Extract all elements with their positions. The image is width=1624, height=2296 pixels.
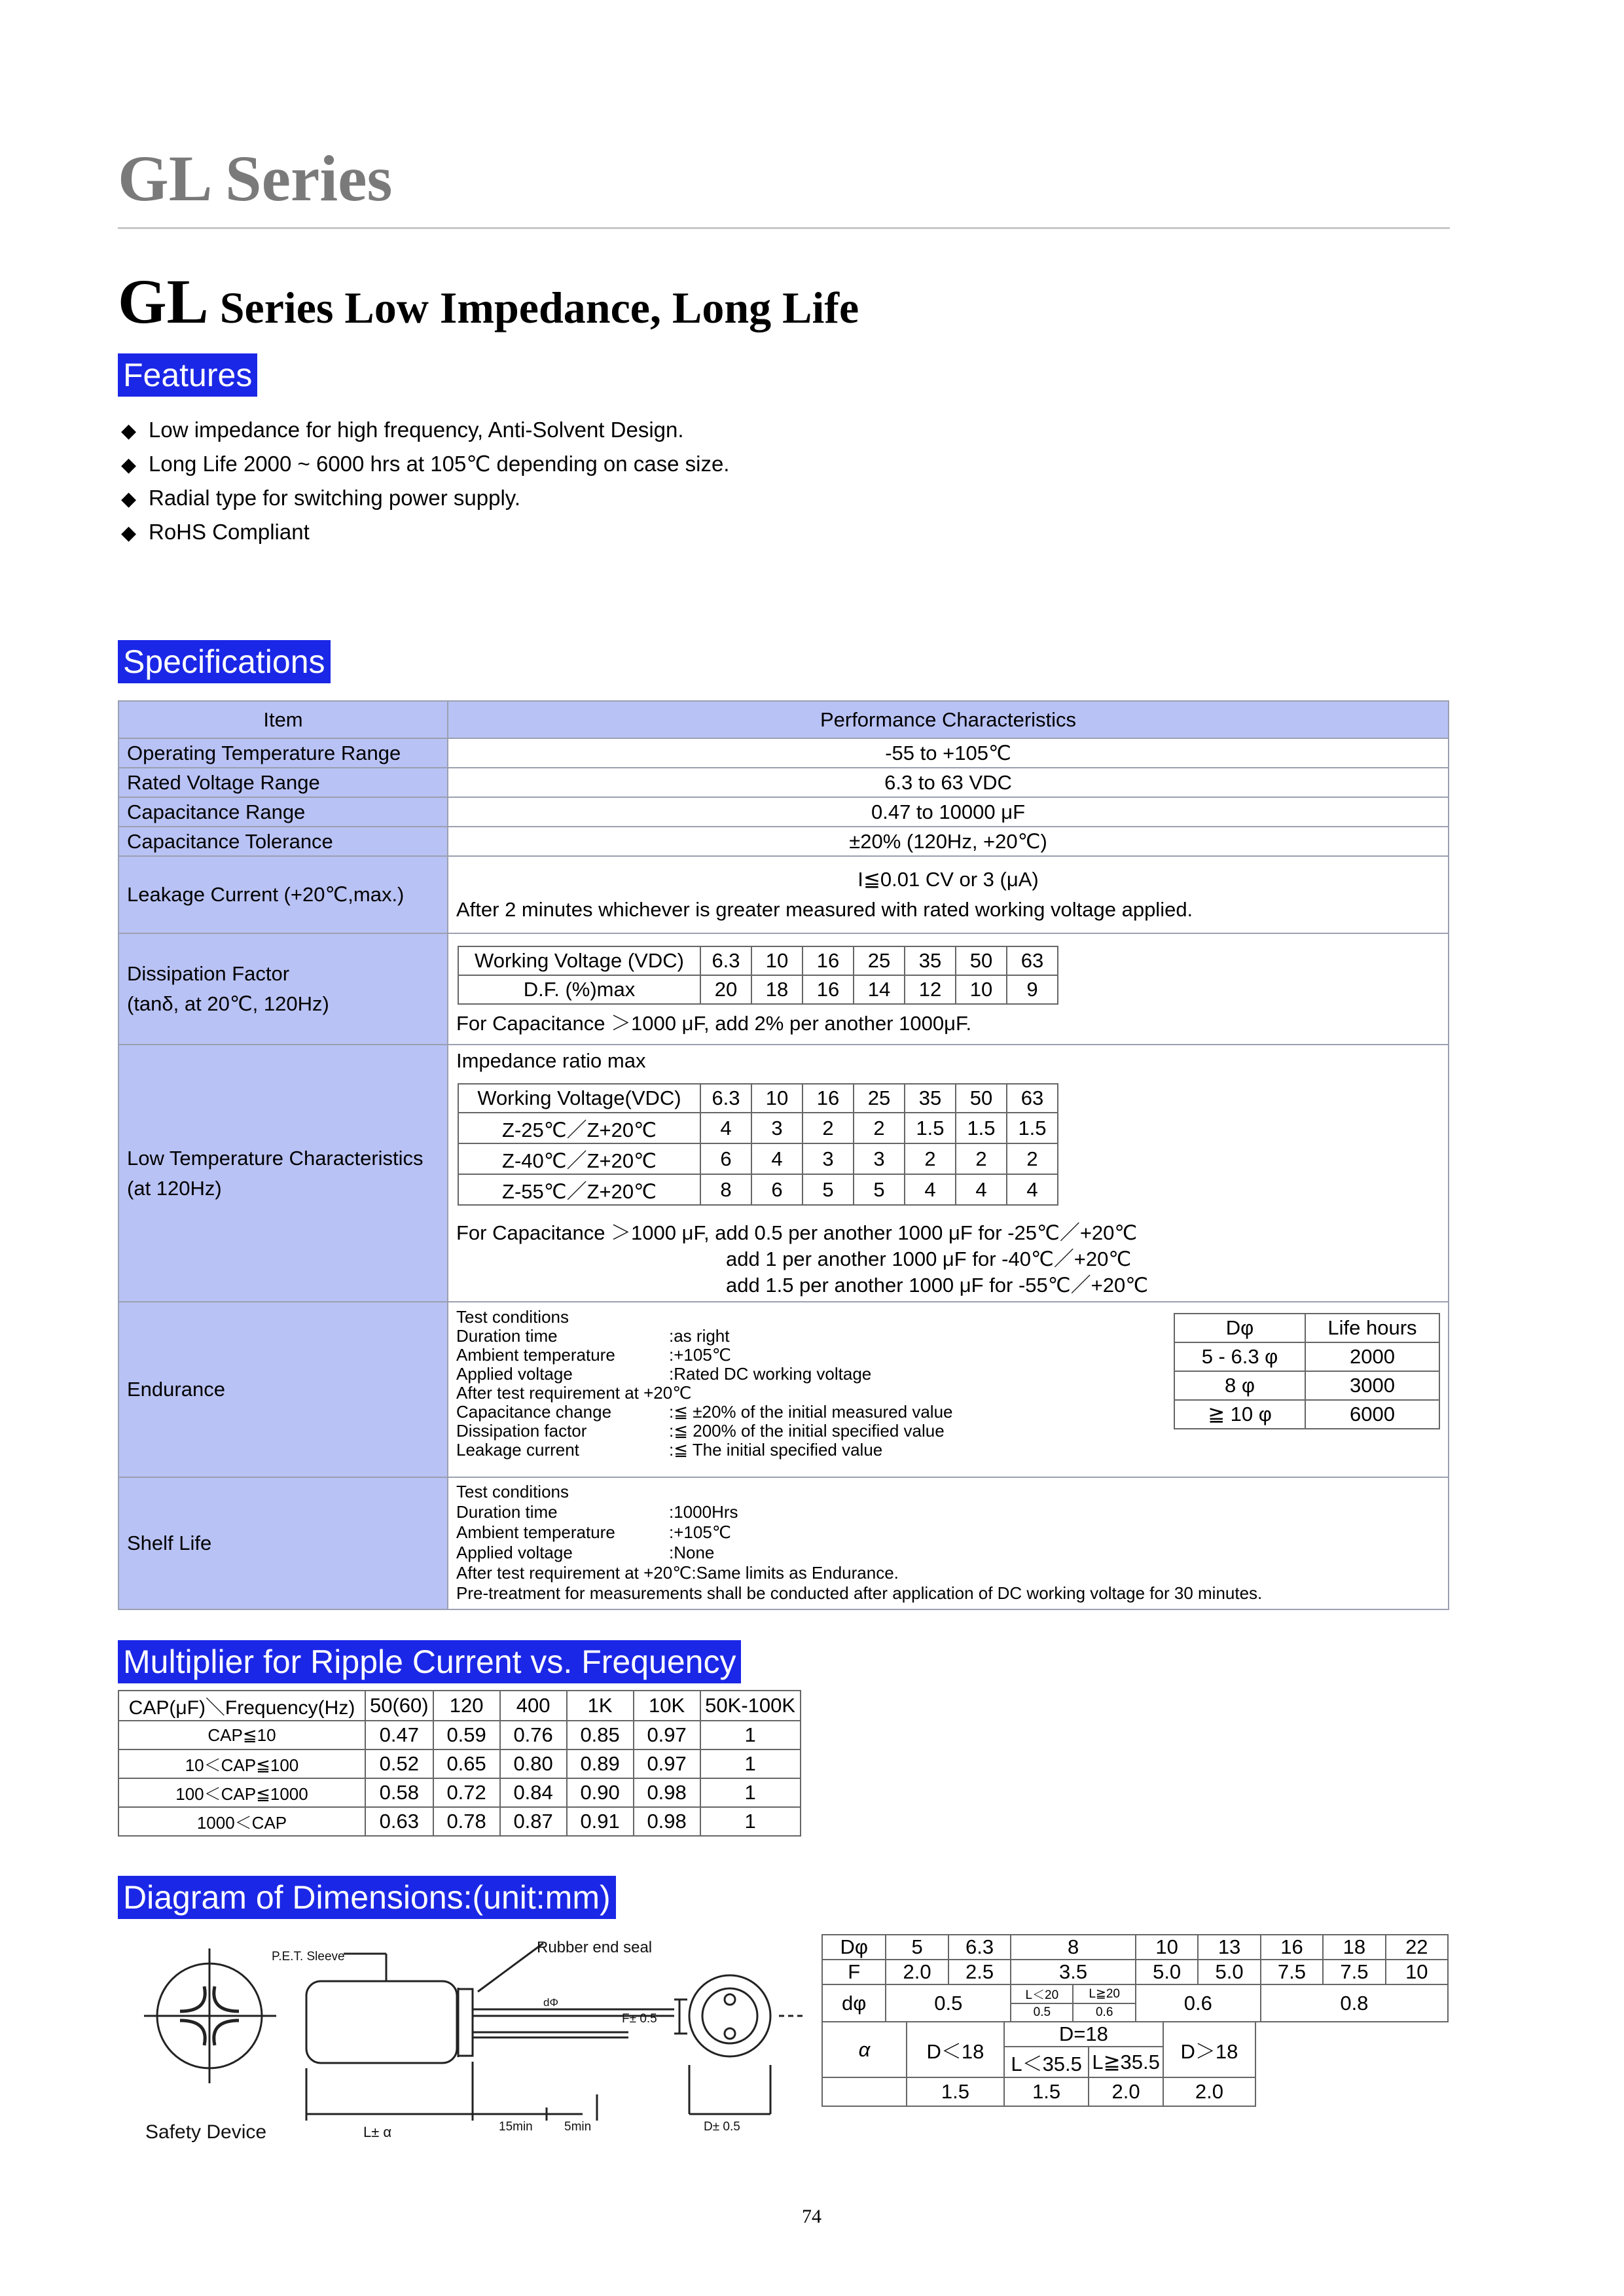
feature-item: ◆ Radial type for switching power supply.: [121, 482, 729, 516]
shelf-conditions: Test conditions Duration time :1000Hrs Ambient temperature :+105℃ Applied voltage :None After test requirement at +20℃:Same limits as Endurance. Pre-treatment for measurements shall be conducted after application of DC working voltage for 30 minutes.: [456, 1482, 1263, 1603]
spec-label: Operating Temperature Range: [118, 738, 448, 768]
feature-item: ◆ RoHS Compliant: [121, 516, 729, 550]
low-temp-notes: For Capacitance ＞1000 μF, add 0.5 per another 1000 μF for -25℃／+20℃ add 1 per another 1000 μF for -40℃／+20℃ add 1.5 per another 1000 μF for -55℃／+20℃: [456, 1221, 1149, 1297]
specifications-heading: Specifications: [118, 640, 331, 683]
spec-row-op-temp: [118, 738, 1449, 768]
col-perf-header: Performance Characteristics: [448, 701, 1449, 738]
features-heading: Features: [118, 353, 257, 397]
spec-label: Endurance: [118, 1302, 448, 1477]
safety-device-label: Safety Device: [145, 2121, 267, 2143]
page-title: [118, 265, 859, 338]
spec-value: ±20% (120Hz, +20℃): [448, 827, 1449, 856]
spec-row-capacitance: [118, 797, 1449, 827]
spec-value: [448, 856, 1449, 933]
alpha-subheader-row: L＜35.5 L≧35.5: [822, 2047, 1255, 2077]
spec-label: Shelf Life: [118, 1477, 448, 1609]
spec-label: Rated Voltage Range: [118, 768, 448, 797]
len-5-label: 5min: [564, 2120, 592, 2134]
spec-label: Dissipation Factor (tanδ, at 20℃, 120Hz): [118, 933, 448, 1045]
col-item-header: Item: [118, 701, 448, 738]
rubber-seal-label: Rubber end seal: [537, 1939, 653, 1956]
ripple-heading: Multiplier for Ripple Current vs. Frequency: [118, 1640, 741, 1683]
dimension-diagram: [124, 1934, 818, 2153]
df-table: Working Voltage (VDC) 6.3 10 16 25 35 50 63 D.F. (%)max 20 18 16 14 12 10 9: [458, 946, 1058, 1005]
df-note: For Capacitance ＞1000 μF, add 2% per another 1000μF.: [456, 1012, 972, 1035]
endurance-conditions: Test conditions Duration time :as right Ambient temperature :+105℃ Applied voltage :Rated DC working voltage After test requirement at +20℃ Capacitance change :≦ ±20% of the initial measured value Dissipation factor :≦ 200% of the initial specified value Leakage current :≦ The initial specified value: [456, 1307, 953, 1460]
spec-value: [448, 1302, 1449, 1477]
spec-value: [448, 933, 1449, 1045]
alpha-table: [821, 2021, 1256, 2107]
spec-label: Capacitance Range: [118, 797, 448, 827]
spec-row-shelf: [118, 1477, 1449, 1609]
f-row: F 2.0 2.5 3.5 5.0 5.0 7.5 7.5 10: [822, 1960, 1448, 1984]
d-tolerance-label: D± 0.5: [704, 2120, 740, 2134]
len-15-label: 15min: [499, 2120, 533, 2134]
spec-header-row: [118, 701, 1449, 738]
spec-label: Leakage Current (+20℃,max.): [118, 856, 448, 933]
feature-item: ◆ Low impedance for high frequency, Anti-Solvent Design.: [121, 414, 729, 448]
dphi-subrow: 0.5 0.6: [822, 2003, 1448, 2022]
leakage-formula: I≦0.01 CV or 3 (μA): [857, 868, 1039, 891]
dimension-table: [821, 1934, 1449, 2022]
d-row: Dφ 5 6.3 8 10 13 16 18 22: [822, 1935, 1448, 1960]
spec-value: 0.47 to 10000 μF: [448, 797, 1449, 827]
dphi-row: dφ 0.5 L＜20 L≧20 0.6 0.8: [822, 1984, 1448, 2003]
leakage-note: After 2 minutes whichever is greater measured with rated working voltage applied.: [456, 898, 1193, 921]
spec-value: 6.3 to 63 VDC: [448, 768, 1449, 797]
feature-item: ◆ Long Life 2000 ~ 6000 hrs at 105℃ depending on case size.: [121, 448, 729, 482]
life-hours-table: Dφ Life hours 5 - 6.3 φ 2000 8 φ 3000 ≧ 10 φ 6000: [1174, 1313, 1440, 1429]
spec-label: Capacitance Tolerance: [118, 827, 448, 856]
spec-row-rated-voltage: [118, 768, 1449, 797]
series-description: Series Low Impedance, Long Life: [208, 283, 859, 332]
dimensions-heading: Diagram of Dimensions:(unit:mm): [118, 1876, 616, 1919]
impedance-title: Impedance ratio max: [456, 1049, 646, 1072]
d-phi-label: dΦ: [543, 1996, 559, 2009]
spec-row-dissipation: [118, 933, 1449, 1045]
ripple-table: [118, 1690, 801, 1837]
l-alpha-label: L± α: [363, 2124, 392, 2140]
impedance-table: Working Voltage(VDC) 6.3 10 16 25 35 50 63 Z-25℃／Z+20℃ 4 3 2 2 1.5 1.5 1.5 Z-40℃／Z+20℃ 6 4 3 3 2 2 2 Z-55℃／Z+20℃ 8 6 5 5 4 4 4: [458, 1083, 1058, 1206]
features-list: [121, 414, 729, 550]
ripple-row: 1000＜CAP 0.63 0.78 0.87 0.91 0.98 1: [118, 1807, 801, 1836]
f-tolerance-label: F± 0.5: [622, 2012, 657, 2026]
ripple-row: 100＜CAP≦1000 0.58 0.72 0.84 0.90 0.98 1: [118, 1778, 801, 1807]
alpha-header-row: α D＜18 D=18 D＞18: [822, 2022, 1255, 2047]
spec-row-leakage: [118, 856, 1449, 933]
alpha-value-row: 1.5 1.5 2.0 2.0: [822, 2077, 1255, 2106]
specifications-table: [118, 700, 1449, 1610]
spec-value: [448, 1045, 1449, 1302]
diamond-bullet-icon: ◆: [121, 522, 137, 544]
spec-value: -55 to +105℃: [448, 738, 1449, 768]
pet-sleeve-label: P.E.T. Sleeve: [272, 1950, 345, 1964]
spec-label: Low Temperature Characteristics (at 120Hz): [118, 1045, 448, 1302]
spec-row-tolerance: [118, 827, 1449, 856]
diamond-bullet-icon: ◆: [121, 488, 137, 510]
diamond-bullet-icon: ◆: [121, 454, 137, 476]
diamond-bullet-icon: ◆: [121, 420, 137, 442]
ripple-row: 10＜CAP≦100 0.52 0.65 0.80 0.89 0.97 1: [118, 1749, 801, 1778]
page-number: 74: [802, 2206, 821, 2227]
page-header: GL Series: [118, 142, 393, 215]
series-name: GL: [118, 266, 209, 336]
header-divider: [118, 227, 1450, 229]
capacitor-body: [306, 1981, 457, 2063]
spec-value: [448, 1477, 1449, 1609]
ripple-header-row: CAP(μF)＼Frequency(Hz) 50(60) 120 400 1K 10K 50K-100K: [118, 1691, 801, 1721]
ripple-row: CAP≦10 0.47 0.59 0.76 0.85 0.97 1: [118, 1721, 801, 1749]
spec-row-endurance: [118, 1302, 1449, 1477]
spec-row-low-temp: [118, 1045, 1449, 1302]
